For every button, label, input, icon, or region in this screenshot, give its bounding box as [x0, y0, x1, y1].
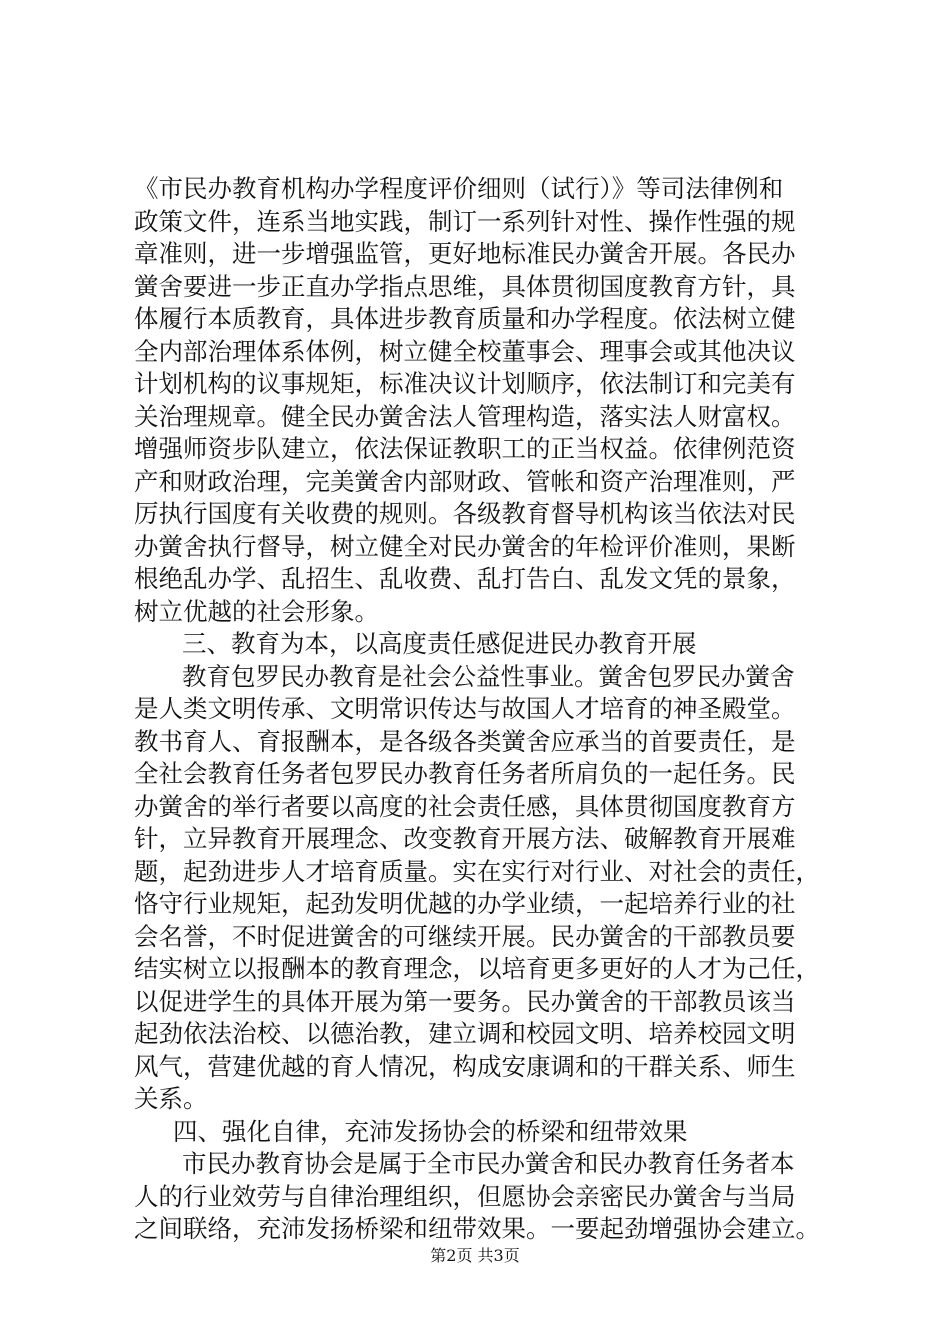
text-line: 厉执行国度有关收费的规则。各级教育督导机构该当依法对民: [134, 499, 796, 528]
text-line: 会名誉，不时促进黉舍的可继续开展。民办黉舍的干部教员要: [134, 921, 796, 951]
text-line: 恪守行业规矩，起劲发明优越的办学业绩，一起培养行业的社: [134, 889, 796, 918]
text-line: 体履行本质教育，具体进步教育质量和办学程度。依法树立健: [134, 304, 796, 333]
text-line: 《市民办教育机构办学程度评价细则（试行）》等司法律例和: [134, 174, 784, 203]
text-line: 以促进学生的具体开展为第一要务。民办黉舍的干部教员该当: [134, 986, 796, 1016]
text-line: 之间联络，充沛发扬桥梁和纽带效果。一要起劲增强协会建立。: [134, 1214, 820, 1243]
text-line: 产和财政治理，完美黉舍内部财政、管帐和资产治理准则，严: [134, 466, 796, 496]
text-line: 市民办教育协会是属于全市民办黉舍和民办教育任务者本: [182, 1149, 795, 1178]
text-line: 题，起劲进步人才培育质量。实在实行对行业、对社会的责任，: [134, 856, 820, 886]
text-line: 黉舍要进一步正直办学指点思维，具体贯彻国度教育方针，具: [134, 271, 796, 301]
text-line: 办黉舍执行督导，树立健全对民办黉舍的年检评价准则，果断: [134, 531, 796, 561]
text-line: 章准则，进一步增强监管，更好地标准民办黉舍开展。各民办: [134, 239, 796, 268]
text-line: 关治理规章。健全民办黉舍法人管理构造，落实法人财富权。: [134, 401, 796, 431]
text-line: 是人类文明传承、文明常识传达与故国人才培育的神圣殿堂。: [134, 694, 796, 723]
text-line: 人的行业效劳与自律治理组织，但愿协会亲密民办黉舍与当局: [134, 1181, 796, 1211]
document-body: [134, 173, 834, 1246]
text-line: 结实树立以报酬本的教育理念，以培育更多更好的人才为己任，: [134, 954, 820, 983]
text-line: 全社会教育任务者包罗民办教育任务者所肩负的一起任务。民: [134, 759, 796, 788]
text-line: 四、强化自律，充沛发扬协会的桥梁和纽带效果: [173, 1116, 688, 1146]
text-line: 关系。: [134, 1084, 208, 1113]
text-line: 办黉舍的举行者要以高度的社会责任感，具体贯彻国度教育方: [134, 791, 796, 821]
text-line: 计划机构的议事规矩，标准决议计划顺序，依法制订和完美有: [134, 369, 796, 398]
text-line: 政策文件，连系当地实践，制订一系列针对性、操作性强的规: [134, 206, 796, 236]
text-line: 根绝乱办学、乱招生、乱收费、乱打告白、乱发文凭的景象，: [134, 564, 796, 593]
text-line: 起劲依法治校、以德治教，建立调和校园文明、培养校园文明: [134, 1019, 796, 1048]
text-line: 三、教育为本，以高度责任感促进民办教育开展: [182, 629, 697, 658]
text-line: 全内部治理体系体例，树立健全校董事会、理事会或其他决议: [134, 336, 796, 366]
text-line: 针，立异教育开展理念、改变教育开展方法、破解教育开展难: [134, 824, 796, 853]
page-footer: 第2页 共3页: [430, 1246, 520, 1265]
text-line: 增强师资步队建立，依法保证教职工的正当权益。依律例范资: [134, 434, 796, 463]
text-line: 风气，营建优越的育人情况，构成安康调和的干群关系、师生: [134, 1051, 796, 1081]
text-line: 教育包罗民办教育是社会公益性事业。黉舍包罗民办黉舍: [182, 661, 795, 691]
text-line: 树立优越的社会形象。: [134, 596, 379, 626]
text-line: 教书育人、育报酬本，是各级各类黉舍应承当的首要责任，是: [134, 726, 796, 756]
